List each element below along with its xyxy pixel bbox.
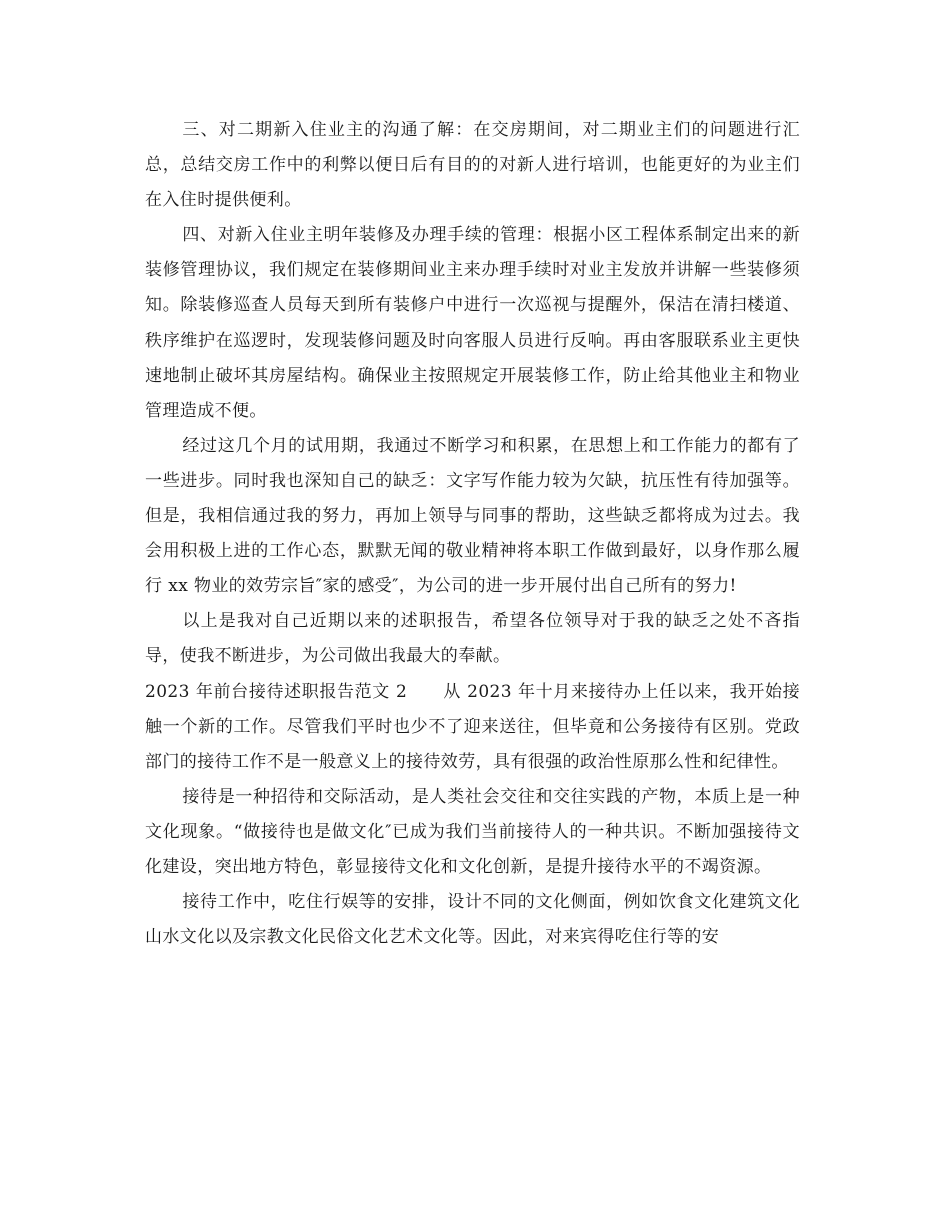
- paragraph-reception-arrangements: 接待工作中，吃住行娱等的安排，设计不同的文化侧面，例如饮食文化建筑文化山水文化以及宗教文化民俗文化艺术文化等。因此，对来宾得吃住行等的安: [145, 892, 800, 948]
- paragraph-reception-culture: 接待是一种招待和交际活动，是人类社会交往和交往实践的产物，本质上是一种文化现象。“做接待也是做文化″已成为我们当前接待人的一种共识。不断加强接待文化建设，突出地方特色，彰显接待文化和文化创新，是提升接待水平的不竭资源。: [145, 786, 800, 877]
- paragraph-closing-remarks: 以上是我对自己近期以来的述职报告，希望各位领导对于我的缺乏之处不吝指导，使我不断进步，为公司做出我最大的奉献。: [145, 611, 800, 667]
- paragraph-owner-communication: 三、对二期新入住业主的沟通了解：在交房期间，对二期业主们的问题进行汇总，总结交房工作中的利弊以便日后有目的的对新人进行培训，也能更好的为业主们在入住时提供便利。: [145, 120, 800, 211]
- paragraph-renovation-management: 四、对新入住业主明年装修及办理手续的管理：根据小区工程体系制定出来的新装修管理协议，我们规定在装修期间业主来办理手续时对业主发放并讲解一些装修须知。除装修巡查人员每天到所有装修户中进行一次巡视与提醒外，保洁在清扫楼道、秩序维护在巡逻时，发现装修问题及时向客服人员进行反响。再由客服联系业主更快速地制止破坏其房屋结构。确保业主按照规定开展装修工作，防止给其他业主和物业管理造成不便。: [145, 225, 800, 421]
- paragraph-probation-summary: 经过这几个月的试用期，我通过不断学习和积累，在思想上和工作能力的都有了一些进步。同时我也深知自己的缺乏：文字写作能力较为欠缺，抗压性有待加强等。但是，我相信通过我的努力，再加上领导与同事的帮助，这些缺乏都将成为过去。我会用积极上进的工作心态，默默无闻的敬业精神将本职工作做到最好，以身作那么履行 xx 物业的效劳宗旨″家的感受″，为公司的进一步开展付出自己所有的努力!: [145, 435, 800, 597]
- section-heading: 2023 年前台接待述职报告范文 2: [145, 681, 408, 702]
- document-page: [145, 113, 800, 955]
- paragraph-section-start: [145, 675, 800, 780]
- section-intro: 从 2023 年十月来接待办上任以来，我开始接触一个新的工作。尽管我们平时也少不了迎来送往，但毕竟和公务接待有区别。党政部门的接待工作不是一般意义上的接待效劳，具有很强的政治性原那么性和纪律性。: [145, 681, 800, 772]
